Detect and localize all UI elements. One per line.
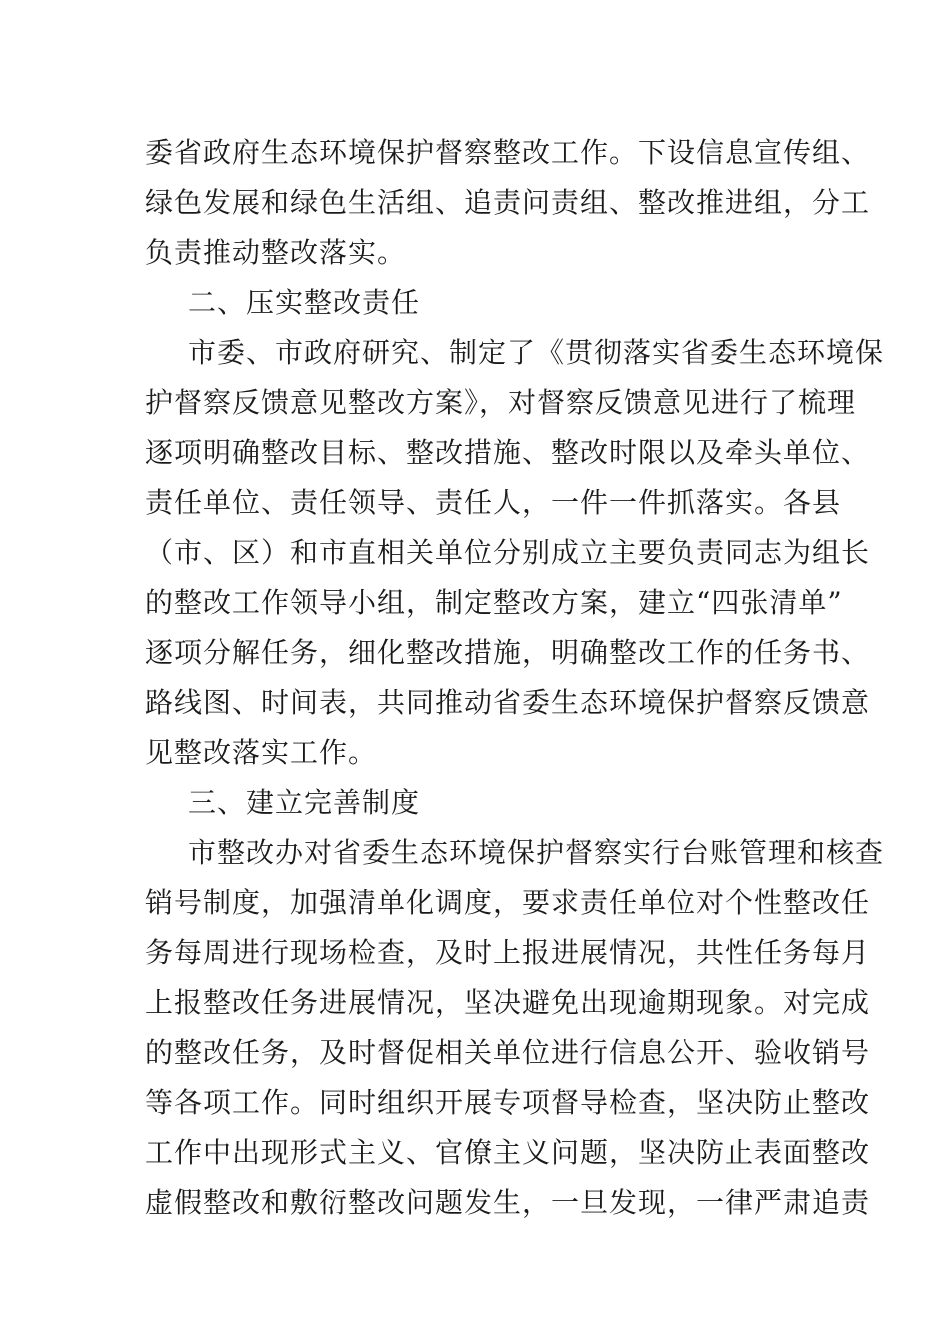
paragraph-line: 上报整改任务进展情况，坚决避免出现逾期现象。对完成: [145, 986, 871, 1019]
paragraph-line: 逐项分解任务，细化整改措施，明确整改工作的任务书、: [145, 636, 871, 669]
paragraph-line: 逐项明确整改目标、整改措施、整改时限以及牵头单位、: [145, 436, 871, 469]
paragraph-line: 路线图、时间表，共同推动省委生态环境保护督察反馈意: [145, 686, 871, 719]
paragraph-line: 负责推动整改落实。: [145, 236, 407, 269]
section-heading-2: 二、压实整改责任: [188, 286, 421, 319]
paragraph-line: 委省政府生态环境保护督察整改工作。下设信息宣传组、: [145, 136, 871, 169]
paragraph-line: 的整改工作领导小组，制定整改方案，建立“四张清单”: [145, 586, 843, 619]
paragraph-line: 责任单位、责任领导、责任人，一件一件抓落实。各县: [145, 486, 842, 519]
paragraph-line: 市委、市政府研究、制定了《贯彻落实省委生态环境保: [188, 336, 885, 369]
paragraph-line: 市整改办对省委生态环境保护督察实行台账管理和核查: [188, 836, 885, 869]
paragraph-line: 销号制度，加强清单化调度，要求责任单位对个性整改任: [145, 886, 871, 919]
paragraph-line: 的整改任务，及时督促相关单位进行信息公开、验收销号: [145, 1036, 871, 1069]
section-heading-3: 三、建立完善制度: [188, 786, 421, 819]
paragraph-line: 护督察反馈意见整改方案》，对督察反馈意见进行了梳理: [145, 386, 857, 419]
paragraph-line: 见整改落实工作。: [145, 736, 378, 769]
document-body: [145, 128, 885, 1228]
paragraph-line: 等各项工作。同时组织开展专项督导检查，坚决防止整改: [145, 1086, 871, 1119]
paragraph-line: 绿色发展和绿色生活组、追责问责组、整改推进组，分工: [145, 186, 871, 219]
paragraph-line: （市、区）和市直相关单位分别成立主要负责同志为组长: [145, 536, 871, 569]
paragraph-line: 务每周进行现场检查，及时上报进展情况，共性任务每月: [145, 936, 871, 969]
paragraph-line: 虚假整改和敷衍整改问题发生，一旦发现，一律严肃追责: [145, 1186, 871, 1219]
paragraph-line: 工作中出现形式主义、官僚主义问题，坚决防止表面整改: [145, 1136, 871, 1169]
